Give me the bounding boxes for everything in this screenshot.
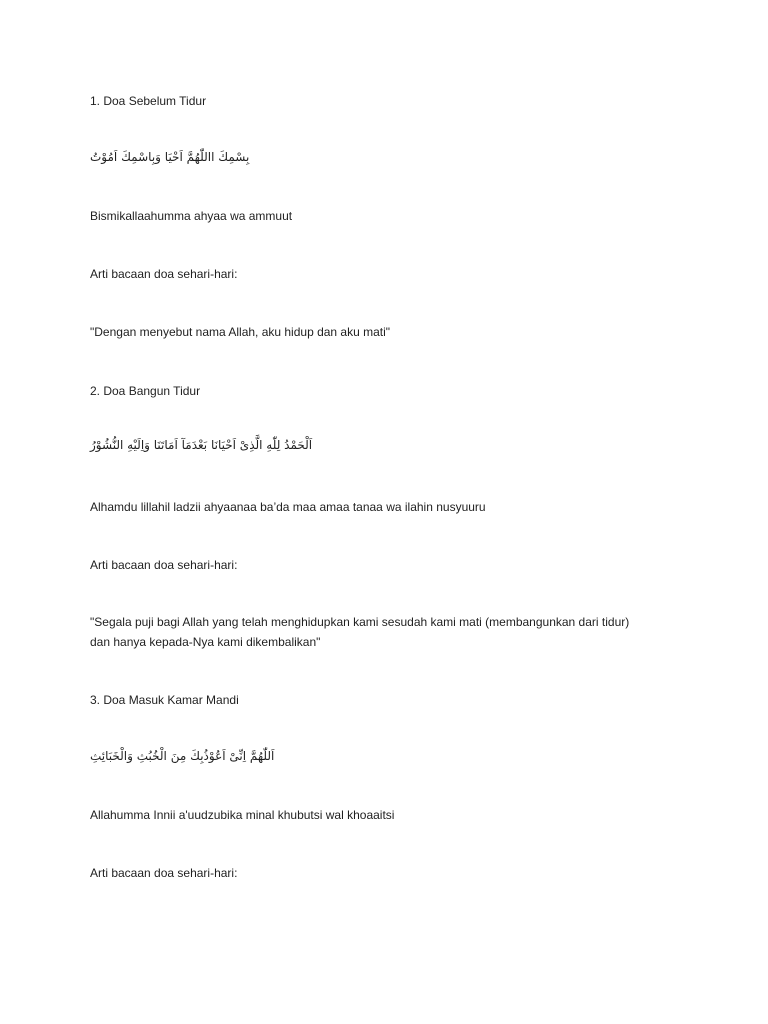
latin-transliteration: Bismikallaahumma ahyaa wa ammuut bbox=[90, 209, 293, 223]
latin-transliteration: Allahumma Innii a'uudzubika minal khubutsi wal khoaaitsi bbox=[90, 808, 395, 822]
latin-transliteration: Alhamdu lillahil ladzii ahyaanaa ba’da maa amaa tanaa wa ilahin nusyuuru bbox=[90, 500, 486, 514]
arabic-prayer-span: اَللّٰهُمَّ اِنِّىْ اَعُوْذُبِكَ مِنَ الْخُبُثِ وَالْخَبَائِثِ bbox=[90, 749, 275, 763]
meaning-label: Arti bacaan doa sehari-hari: bbox=[90, 558, 238, 572]
meaning-text-continued: dan hanya kepada-Nya kami dikembalikan" bbox=[90, 635, 321, 649]
arabic-prayer-text bbox=[90, 147, 249, 167]
meaning-label: Arti bacaan doa sehari-hari: bbox=[90, 866, 238, 880]
section-heading: 3. Doa Masuk Kamar Mandi bbox=[90, 693, 239, 707]
meaning-label: Arti bacaan doa sehari-hari: bbox=[90, 267, 238, 281]
meaning-text: "Segala puji bagi Allah yang telah menghidupkan kami sesudah kami mati (membangunkan dari tidur) bbox=[90, 615, 630, 629]
section-heading: 1. Doa Sebelum Tidur bbox=[90, 94, 207, 108]
meaning-text: "Dengan menyebut nama Allah, aku hidup dan aku mati" bbox=[90, 325, 391, 339]
arabic-prayer-span: اَلْحَمْدُ لِلّٰهِ الَّذِىْ اَحْيَانَا بَعْدَمَآ اَمَاتَنَا وَاِلَيْهِ النُّشُوْرُ bbox=[90, 438, 313, 452]
arabic-prayer-span: بِسْمِكَ االلّٰهُمَّ اَحْيَا وَبِاسْمِكَ اَمُوْتُ bbox=[90, 150, 250, 164]
section-heading: 2. Doa Bangun Tidur bbox=[90, 384, 201, 398]
arabic-prayer-text bbox=[90, 746, 274, 766]
arabic-prayer-text bbox=[90, 435, 312, 455]
